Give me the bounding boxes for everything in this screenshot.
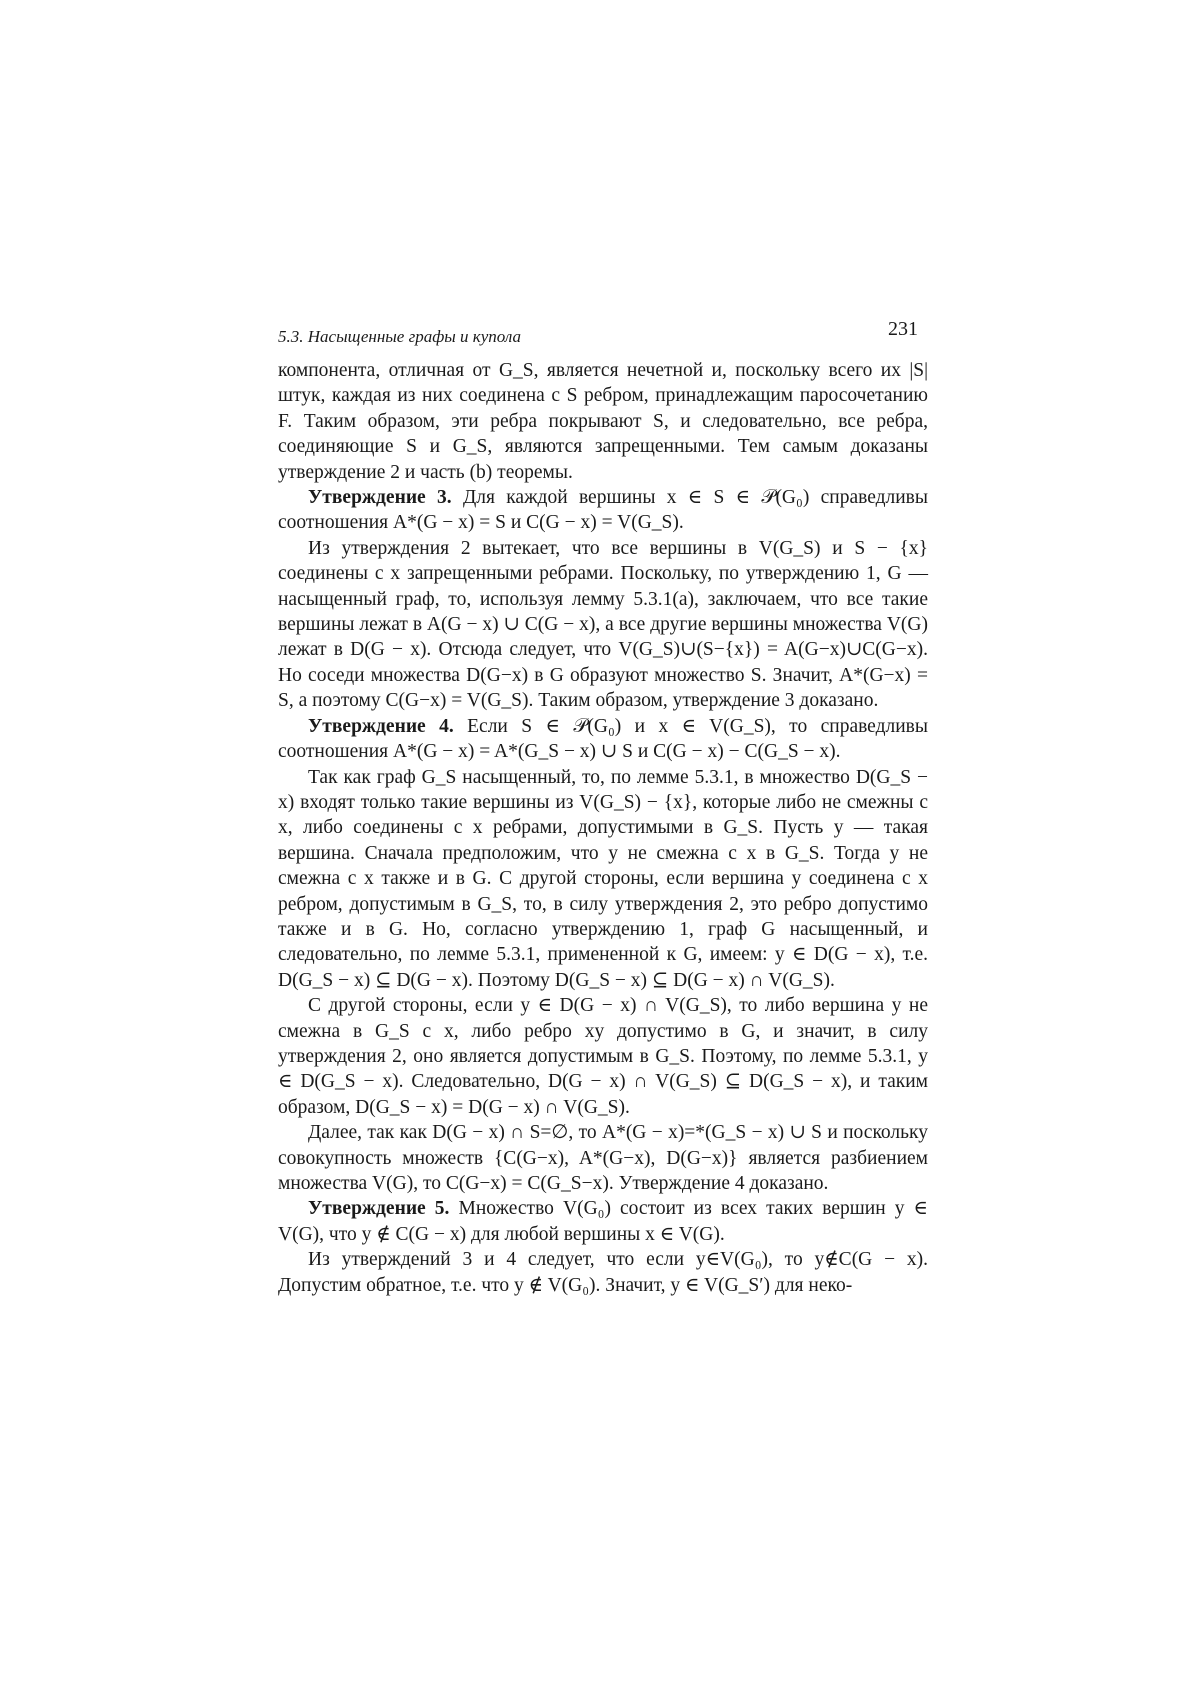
statement-text: Для каждой вершины x ∈ S ∈ 𝒫(G₀) справедливы соотношения A*(G − x) = S и C(G − x) = V(G_S). xyxy=(278,487,928,534)
proof-5 xyxy=(278,1247,928,1298)
running-head: 5.3. Насыщенные графы и купола xyxy=(278,327,521,346)
page-header xyxy=(278,318,928,358)
statement-text: Если S ∈ 𝒫(G₀) и x ∈ V(G_S), то справедливы соотношения A*(G − x) = A*(G_S − x) ∪ S и C(G − x) − C(G_S − x). xyxy=(278,715,928,763)
paragraph-text: С другой стороны, если y ∈ D(G − x) ∩ V(G_S), то либо вершина y не смежна в G_S с x, либо ребро xy допустимо в G, и значит, в силу утверждения 2, оно является допустимым в G_S. Поэтому, по лемме 5.3.1, y ∈ D(G_S − x). Следовательно, D(G − x) ∩ V(G_S) ⊆ D(G_S − x), и таким образом, D(G_S − x) = D(G − x) ∩ V(G_S). xyxy=(278,995,928,1118)
paragraph-text: компонента, отличная от G_S, является нечетной и, поскольку всего их |S| штук, каждая из них соединена с S ребром, принадлежащим паросочетанию F. Таким образом, эти ребра покрывают S, и следовательно, все ребра, соединяющие S и G_S, являются запрещенными. Тем самым доказаны утверждение 2 и часть (b) теоремы. xyxy=(278,360,928,483)
proof-4-part-2 xyxy=(278,993,928,1120)
statement-title: Утверждение 3. xyxy=(308,487,452,509)
paragraph-text: Далее, так как D(G − x) ∩ S=∅, то A*(G − x)=*(G_S − x) ∪ S и поскольку совокупность множеств {C(G−x), A*(G−x), D(G−x)} является разбиением множества V(G), то C(G−x) = C(G_S−x). Утверждение 4 доказано. xyxy=(278,1122,928,1194)
statement-title: Утверждение 4. xyxy=(308,715,454,737)
proof-4-part-3 xyxy=(278,1120,928,1196)
statement-text: Множество V(G₀) состоит из всех таких вершин y ∈ V(G), что y ∉ C(G − x) для любой вершины x ∈ V(G). xyxy=(278,1198,928,1245)
paragraph-text: Из утверждения 2 вытекает, что все вершины в V(G_S) и S − {x} соединены с x запрещенными ребрами. Поскольку, по утверждению 1, G — насыщенный граф, то, используя лемму 5.3.1(a), заключаем, что все такие вершины лежат в A(G − x) ∪ C(G − x), а все другие вершины множества V(G) лежат в D(G − x). Отсюда следует, что V(G_S)∪(S−{x}) = A(G−x)∪C(G−x). Но соседи множества D(G−x) в G образуют множество S. Значит, A*(G−x) = S, а поэтому C(G−x) = V(G_S). Таким образом, утверждение 3 доказано. xyxy=(278,537,928,712)
proof-4-part-1 xyxy=(278,765,928,994)
paragraph-text: Так как граф G_S насыщенный, то, по лемме 5.3.1, в множество D(G_S − x) входят только такие вершины из V(G_S) − {x}, которые либо не смежны с x, либо соединены с x ребрами, допустимыми в G_S. Пусть y — такая вершина. Сначала предположим, что y не смежна с x в G_S. Тогда y не смежна с x также и в G. С другой стороны, если вершина y соединена с x ребром, допустимым в G_S, то, в силу утверждения 2, это ребро допустимо также и в G. Но, согласно утверждению 1, граф G насыщенный, и следовательно, по лемме 5.3.1, примененной к G, имеем: y ∈ D(G − x), т.е. D(G_S − x) ⊆ D(G − x). Поэтому D(G_S − x) ⊆ D(G − x) ∩ V(G_S). xyxy=(278,766,928,991)
paragraph-1 xyxy=(278,358,928,485)
statement-3 xyxy=(278,485,928,536)
page-number: 231 xyxy=(888,318,918,340)
statement-5 xyxy=(278,1196,928,1247)
body-text xyxy=(278,358,928,1298)
paragraph-text: Из утверждений 3 и 4 следует, что если y∈V(G₀), то y∉C(G − x). Допустим обратное, т.е. что y ∉ V(G₀). Значит, y ∈ V(G_S′) для неко- xyxy=(278,1249,928,1296)
proof-3 xyxy=(278,536,928,714)
book-page xyxy=(278,318,928,1298)
statement-4 xyxy=(278,714,928,765)
statement-title: Утверждение 5. xyxy=(308,1198,450,1220)
